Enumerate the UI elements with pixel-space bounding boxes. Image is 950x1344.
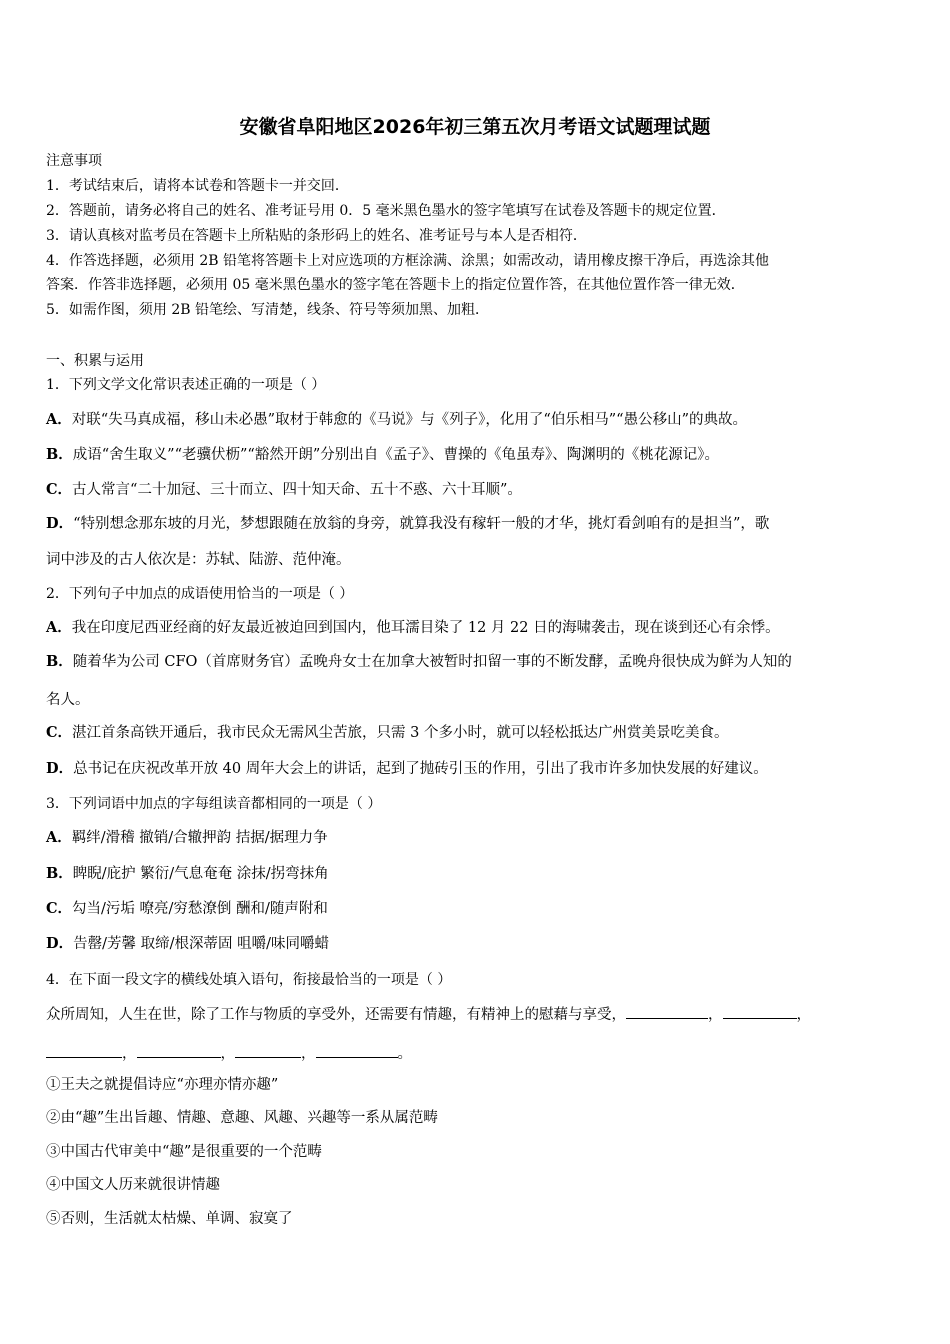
q1-option-b bbox=[46, 445, 719, 465]
period: 。 bbox=[397, 1046, 412, 1062]
comma: ， bbox=[220, 1046, 235, 1062]
option-text: 湛江首条高铁开通后，我市民众无需风尘苦旅，只需 3 个多小时，就可以轻松抵达广州赏美景吃美食。 bbox=[72, 725, 729, 741]
comma: ， bbox=[122, 1046, 137, 1062]
notice-heading: 注意事项 bbox=[46, 153, 102, 169]
q4-sentence-4: ④中国文人历来就很讲情趣 bbox=[46, 1177, 220, 1193]
q1-stem: 1．下列文学文化常识表述正确的一项是（ ） bbox=[46, 377, 326, 393]
q3-stem: 3．下列词语中加点的字每组读音都相同的一项是（ ） bbox=[46, 796, 382, 812]
option-label: B． bbox=[46, 865, 73, 882]
q2-option-c bbox=[46, 723, 729, 743]
notice-item: 4．作答选择题，必须用 2B 铅笔将答题卡上对应选项的方框涂满、涂黑；如需改动，请用橡皮擦干净后，再选涂其他 bbox=[46, 253, 769, 269]
option-label: D． bbox=[46, 935, 74, 952]
comma: ， bbox=[301, 1046, 316, 1062]
option-text: 睥睨/庇护 繁衍/气息奄奄 涂抹/拐弯抹角 bbox=[72, 866, 329, 882]
q1-option-d bbox=[46, 514, 769, 534]
answer-blank bbox=[235, 1043, 301, 1058]
option-label: A． bbox=[46, 829, 72, 846]
q4-sentence-3: ③中国古代审美中“趣”是很重要的一个范畴 bbox=[46, 1144, 322, 1160]
option-label: C． bbox=[46, 900, 73, 917]
notice-item: 3．请认真核对监考员在答题卡上所粘贴的条形码上的姓名、准考证号与本人是否相符． bbox=[46, 228, 587, 244]
q3-option-a bbox=[46, 828, 328, 848]
q1-option-d-cont: 词中涉及的古人依次是：苏轼、陆游、范仲淹。 bbox=[46, 552, 351, 568]
option-label: C． bbox=[46, 724, 73, 741]
q2-option-d bbox=[46, 759, 768, 779]
option-text: 我在印度尼西亚经商的好友最近被迫回到国内，他耳濡目染了 12 月 22 日的海啸袭击，现在谈到还心有余悸。 bbox=[71, 620, 780, 636]
q2-stem: 2．下列句子中加点的成语使用恰当的一项是（ ） bbox=[46, 586, 354, 602]
notice-item: 2．答题前，请务必将自己的姓名、准考证号用 0．5 毫米黑色墨水的签字笔填写在试卷及答题卡的规定位置． bbox=[46, 203, 726, 219]
q1-option-c bbox=[46, 480, 522, 500]
q2-option-b bbox=[46, 652, 792, 672]
option-label: D． bbox=[46, 515, 74, 532]
answer-blank bbox=[723, 1004, 797, 1019]
q3-option-d bbox=[46, 934, 329, 954]
q4-sentence-5: ⑤否则，生活就太枯燥、单调、寂寞了 bbox=[46, 1211, 293, 1227]
answer-blank bbox=[316, 1043, 398, 1058]
option-label: C． bbox=[46, 481, 73, 498]
option-label: A． bbox=[46, 411, 72, 428]
comma: ， bbox=[708, 1007, 723, 1023]
option-text: “特别想念那东坡的月光，梦想跟随在放翁的身旁，就算我没有稼轩一般的才华，挑灯看剑咱有的是担当”，歌 bbox=[73, 516, 770, 532]
comma: ， bbox=[796, 1007, 811, 1023]
q3-option-b bbox=[46, 864, 329, 884]
q4-sentence-2: ②由“趣”生出旨趣、情趣、意趣、风趣、兴趣等一系从属范畴 bbox=[46, 1110, 438, 1126]
section-heading: 一、积累与运用 bbox=[46, 353, 144, 369]
notice-item: 答案．作答非选择题，必须用 05 毫米黑色墨水的签字笔在答题卡上的指定位置作答，在其他位置作答一律无效． bbox=[46, 277, 745, 293]
option-text: 羁绊/滑稽 撤销/合辙押韵 拮据/据理力争 bbox=[71, 830, 328, 846]
page-title: 安徽省阜阳地区2026年初三第五次月考语文试题理试题 bbox=[239, 116, 711, 138]
q2-option-b-cont: 名人。 bbox=[46, 692, 90, 708]
notice-item: 5．如需作图，须用 2B 铅笔绘、写清楚，线条、符号等须加黑、加粗． bbox=[46, 302, 490, 318]
option-text: 告罄/芳馨 取缔/根深蒂固 咀嚼/味同嚼蜡 bbox=[73, 936, 329, 952]
option-label: B． bbox=[46, 446, 73, 463]
answer-blank bbox=[626, 1004, 708, 1019]
option-text: 随着华为公司 CFO（首席财务官）孟晚舟女士在加拿大被暂时扣留一事的不断发酵，孟晚舟很快成为鲜为人知的 bbox=[72, 654, 792, 670]
passage-text: 众所周知，人生在世，除了工作与物质的享受外，还需要有情趣，有精神上的慰藉与享受， bbox=[46, 1007, 626, 1023]
option-text: 古人常言“二十加冠、三十而立、四十知天命、五十不惑、六十耳顺”。 bbox=[72, 482, 522, 498]
option-text: 总书记在庆祝改革开放 40 周年大会上的讲话，起到了抛砖引玉的作用，引出了我市许多加快发展的好建议。 bbox=[73, 761, 768, 777]
q1-option-a bbox=[46, 410, 747, 430]
q2-option-a bbox=[46, 618, 780, 638]
q4-passage-cont bbox=[46, 1043, 412, 1064]
answer-blank bbox=[137, 1043, 221, 1058]
notice-item: 1．考试结束后，请将本试卷和答题卡一并交回． bbox=[46, 178, 349, 194]
option-label: A． bbox=[46, 619, 72, 636]
option-label: D． bbox=[46, 760, 74, 777]
option-text: 成语“舍生取义”“老骥伏枥”“豁然开朗”分别出自《孟子》、曹操的《龟虽寿》、陶渊明的《桃花源记》。 bbox=[72, 447, 719, 463]
q3-option-c bbox=[46, 899, 328, 919]
q4-sentence-1: ①王夫之就提倡诗应“亦理亦情亦趣” bbox=[46, 1077, 279, 1093]
q4-passage bbox=[46, 1004, 811, 1025]
option-text: 勾当/污垢 嘹亮/穷愁潦倒 酬和/随声附和 bbox=[72, 901, 328, 917]
option-label: B． bbox=[46, 653, 73, 670]
option-text: 对联“失马真成福，移山未必愚”取材于韩愈的《马说》与《列子》，化用了“伯乐相马”“愚公移山”的典故。 bbox=[71, 412, 747, 428]
answer-blank bbox=[46, 1043, 122, 1058]
q4-stem: 4．在下面一段文字的横线处填入语句，衔接最恰当的一项是（ ） bbox=[46, 972, 452, 988]
